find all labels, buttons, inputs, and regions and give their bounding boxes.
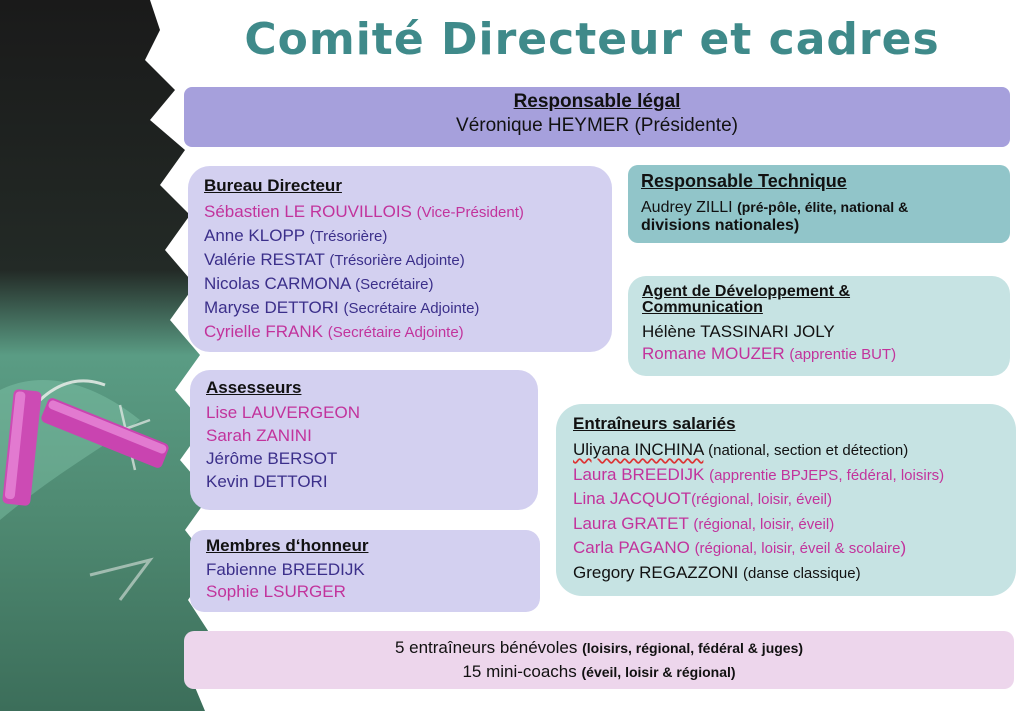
member-name: Audrey ZILLI (641, 199, 733, 216)
honneur-heading: Membres d‘honneur (206, 536, 369, 555)
agent-heading-line: Agent de Développement & (642, 283, 851, 300)
benevoles-line (184, 636, 1014, 660)
member-role: (apprentie BUT) (789, 346, 897, 363)
member-name: Laura GRATET (573, 513, 689, 533)
member-name: Laura BREEDIJK (573, 464, 705, 484)
member-role: (régional, loisir, éveil & scolaire (694, 540, 901, 557)
agent-heading-line: Communication (642, 299, 763, 316)
member-role: (pré-pôle, élite, national & (737, 199, 909, 215)
member-name: Nicolas CARMONA (204, 274, 351, 293)
legal-box (184, 87, 1010, 147)
list-item (573, 512, 1016, 537)
list-item (573, 438, 1016, 463)
member-role-close: ) (900, 538, 907, 557)
bureau-heading: Bureau Directeur (204, 176, 342, 195)
technique-heading: Responsable Technique (641, 171, 847, 191)
list-item: Kevin DETTORI (206, 472, 328, 491)
list-item (204, 200, 612, 224)
member-role: (national, section et détection) (708, 442, 909, 459)
list-item: Jérôme BERSOT (206, 449, 338, 468)
list-item (204, 272, 612, 296)
agent-box (628, 276, 1010, 376)
minicoachs-detail: (éveil, loisir & régional) (581, 664, 736, 680)
member-name: Lina JACQUOT (573, 489, 692, 508)
list-item (642, 321, 1010, 343)
member-role: (danse classique) (743, 564, 861, 582)
minicoachs-count: 15 mini-coachs (462, 662, 577, 681)
benevoles-box (184, 631, 1014, 689)
technique-detail: divisions nationales) (641, 217, 800, 234)
list-item (204, 248, 612, 272)
list-item (573, 487, 1016, 512)
minicoachs-line (184, 660, 1014, 684)
list-item: Sarah ZANINI (206, 426, 312, 445)
technique-box (628, 165, 1010, 243)
list-item (573, 536, 1016, 561)
list-item: Sophie LSURGER (206, 582, 346, 601)
member-name: Gregory REGAZZONI (573, 562, 739, 582)
assesseurs-box (190, 370, 538, 510)
entraineurs-box (556, 404, 1016, 596)
list-item: Fabienne BREEDIJK (206, 560, 365, 579)
page-title: Comité Directeur et cadres (244, 14, 940, 65)
member-role: (Secrétaire Adjointe) (343, 300, 480, 317)
member-role: (Trésorière) (309, 228, 388, 245)
member-name: Anne KLOPP (204, 226, 305, 245)
member-role: (régional, loisir, éveil) (693, 515, 835, 533)
benevoles-count: 5 entraîneurs bénévoles (394, 638, 578, 657)
list-item (204, 224, 612, 248)
legal-name: Véronique HEYMER (Présidente) (456, 115, 738, 136)
member-name: Maryse DETTORI (204, 298, 339, 317)
assesseurs-heading: Assesseurs (206, 378, 302, 397)
list-item (204, 296, 612, 320)
list-item (573, 463, 1016, 488)
entraineurs-heading: Entraîneurs salariés (573, 414, 736, 433)
member-name: Carla PAGANO (573, 538, 690, 557)
list-item (642, 343, 1010, 366)
agent-heading (642, 284, 1010, 316)
member-role: (Vice-Président) (416, 204, 524, 221)
member-role: (régional, loisir, éveil) (691, 491, 832, 508)
member-role: (Secrétaire Adjointe) (327, 324, 464, 341)
technique-line (641, 198, 1010, 217)
list-item (573, 561, 1016, 586)
list-item (204, 320, 612, 344)
member-name: Uliyana INCHINA (573, 440, 704, 459)
member-name: Cyrielle FRANK (204, 322, 324, 341)
member-name: Hélène TASSINARI JOLY (642, 322, 835, 341)
member-name: Valérie RESTAT (204, 250, 325, 269)
list-item: Lise LAUVERGEON (206, 403, 360, 422)
honneur-box (190, 530, 540, 612)
legal-heading: Responsable légal (513, 91, 681, 112)
member-role: (Secrétaire) (355, 276, 434, 293)
member-name: Romane MOUZER (642, 344, 785, 363)
member-role: (Trésorière Adjointe) (329, 252, 465, 269)
benevoles-detail: (loisirs, régional, fédéral & juges) (582, 640, 804, 656)
bureau-box (188, 166, 612, 352)
member-name: Sébastien LE ROUVILLOIS (204, 202, 412, 221)
member-role: (apprentie BPJEPS, fédéral, loisirs) (709, 466, 945, 484)
